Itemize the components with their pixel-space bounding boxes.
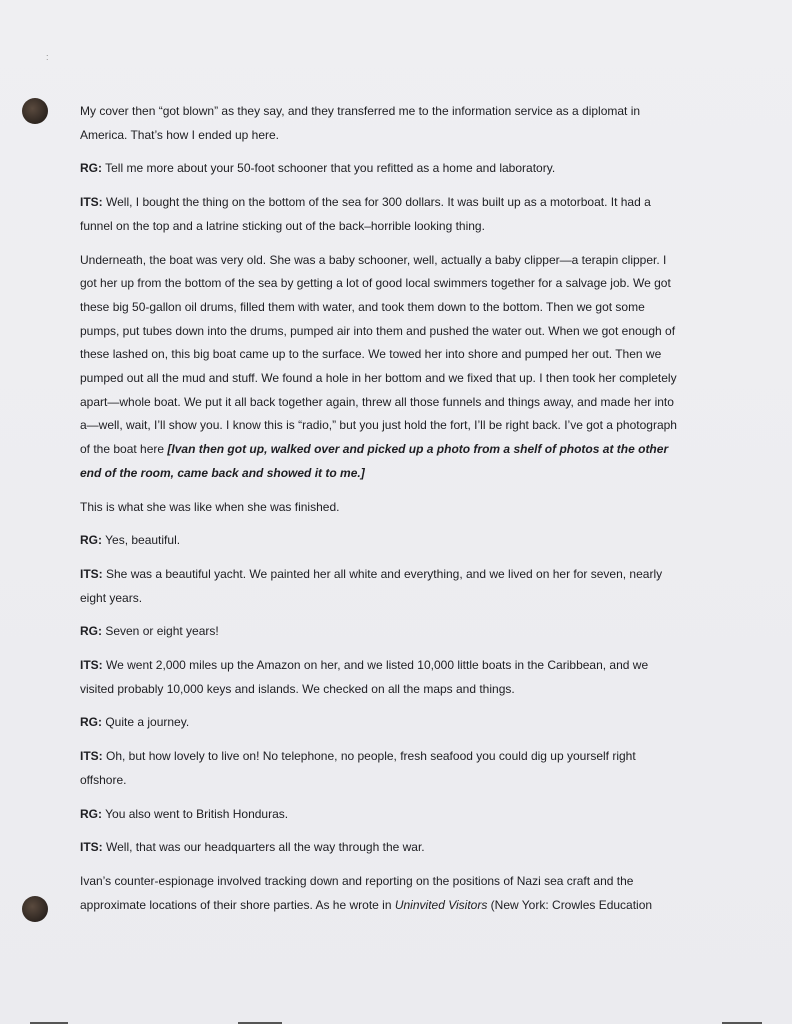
speaker-label: RG: [80,806,102,821]
bracketed-note: [Ivan then got up, walked over and picked up a photo from a shelf of photos at the other end of the room, came back and showed it to me.] [80,442,669,480]
speaker-label: RG: [80,161,102,176]
margin-mark: : [46,52,49,62]
speaker-label: ITS: [80,195,103,210]
speaker-label: ITS: [80,840,103,855]
paragraph: Ivan’s counter-espionage involved tracking down and reporting on the positions of Nazi sea craft and the approximate locations of their shore parties. As he wrote in Uninvited Visitors (New York: Crowles Education [80,873,653,912]
speaker-label: ITS: [80,658,103,673]
paragraph: RG: You also went to British Honduras. [80,806,289,821]
speaker-label: ITS: [80,749,103,764]
punch-hole-top [22,98,48,124]
speaker-label: RG: [80,715,102,730]
paragraph: RG: Seven or eight years! [80,624,219,639]
paragraph: RG: Yes, beautiful. [80,533,181,548]
punch-hole-bottom [22,896,48,922]
paragraph: ITS: Well, that was our headquarters all the way through the war. [80,840,425,855]
paragraph: My cover then “got blown” as they say, and they transferred me to the information service as a diplomat in America. That’s how I ended up here. [80,104,641,142]
paragraph: ITS: She was a beautiful yacht. We painted her all white and everything, and we lived on her for seven, nearly eight years. [80,566,663,605]
paragraph: RG: Tell me more about your 50-foot schooner that you refitted as a home and laboratory. [80,161,556,176]
paragraph: ITS: We went 2,000 miles up the Amazon on her, and we listed 10,000 little boats in the Caribbean, and we visited probably 10,000 keys and islands. We checked on all the maps and things. [80,658,649,696]
paragraph: Underneath, the boat was very old. She was a baby schooner, well, actually a baby clipper—a terapin clipper. I got her up from the bottom of the sea by getting a lot of good local swimmers together for a salvage job. We got these big 50-gallon oil drums, filled them with water, and took them down to the bottom. Then we got some pumps, put tubes down into the drums, pumped air into them and pushed the water out. When we got enough of these lashed on, this big boat came up to the surface. We towed her into shore and pumped her out. Then we pumped out all the mud and stuff. We found a hole in her bottom and we fixed that up. I then took her completely apart—whole boat. We put it all back together again, threw all those funnels and things away, and made her into a—well, wait, I’ll show you. I know this is “radio,” but you just hold the fort, I’ll be right back. I’ve got a photograph of the boat here [Ivan then got up, walked over and picked up a photo from a shelf of photos at the other end of the room, came back and showed it to me.] [80,252,677,480]
transcript-body [80,100,680,927]
paragraph: ITS: Oh, but how lovely to live on! No telephone, no people, fresh seafood you could dig up yourself right offshore. [80,749,636,787]
speaker-label: ITS: [80,566,103,581]
paragraph: RG: Quite a journey. [80,715,190,730]
book-title: Uninvited Visitors [394,897,488,912]
speaker-label: RG: [80,624,102,639]
speaker-label: RG: [80,533,102,548]
paragraph: ITS: Well, I bought the thing on the bottom of the sea for 300 dollars. It was built up as a motorboat. It had a funnel on the top and a latrine sticking out of the back–horrible looking thing. [80,195,651,233]
paragraph: This is what she was like when she was finished. [80,499,340,514]
